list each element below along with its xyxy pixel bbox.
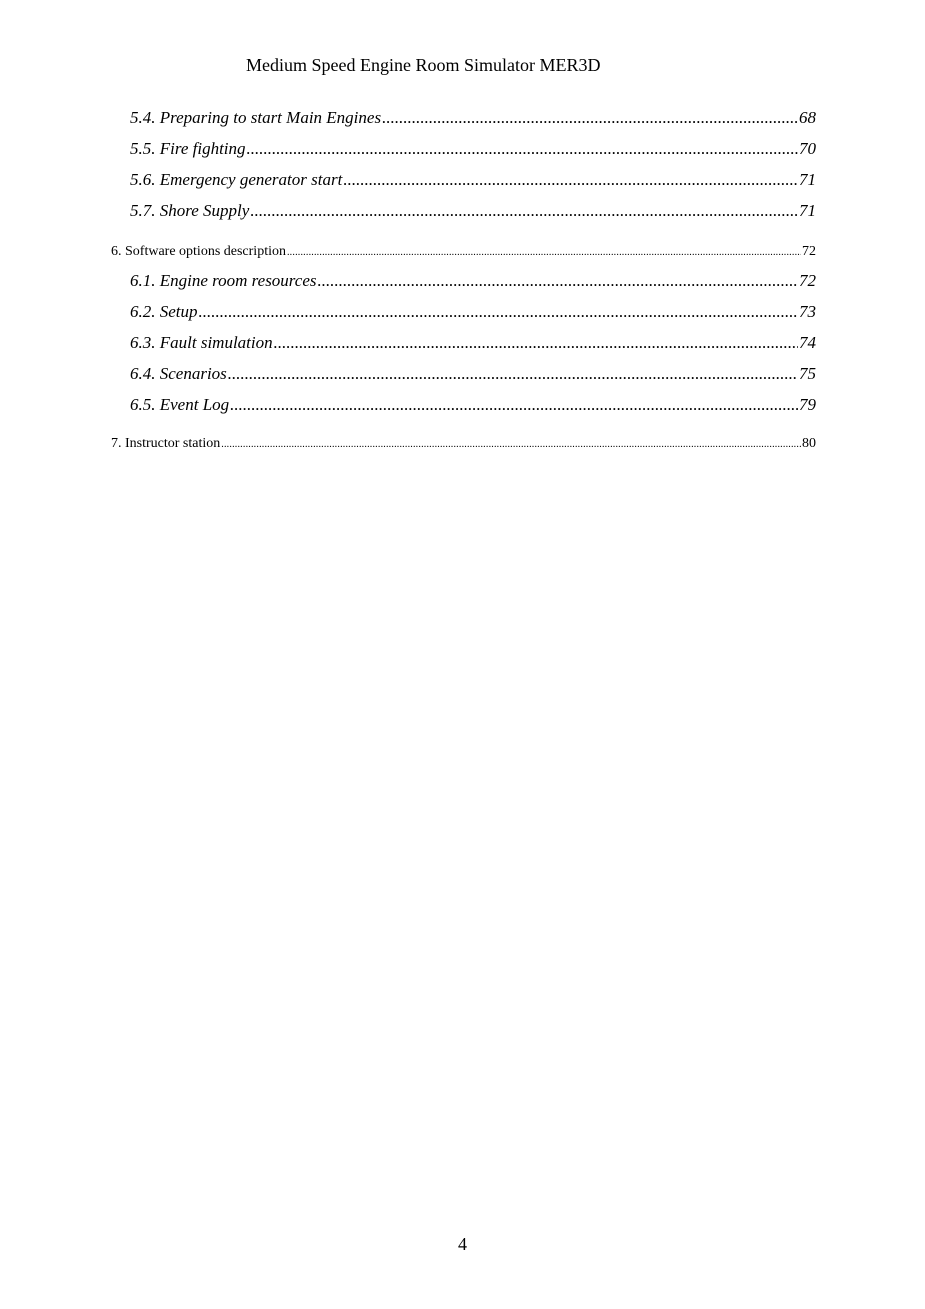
toc-entry-title: 6.5. Event Log — [130, 395, 230, 414]
toc-leader-dots — [318, 271, 798, 291]
toc-leader-dots — [274, 333, 798, 353]
toc-entry-page: 72 — [802, 244, 816, 259]
toc-entry-title: 6.1. Engine room resources — [130, 271, 317, 290]
toc-entry-5-6[interactable] — [130, 170, 816, 190]
toc-entry-7[interactable] — [111, 436, 816, 452]
toc-entry-page: 72 — [799, 271, 816, 290]
toc-entry-page: 75 — [799, 364, 816, 383]
toc-entry-title: 5.7. Shore Supply — [130, 201, 250, 220]
toc-entry-6-5[interactable] — [130, 395, 816, 415]
toc-entry-5-4[interactable] — [130, 108, 816, 128]
toc-entry-title: 5.5. Fire fighting — [130, 139, 246, 158]
toc-entry-6-4[interactable] — [130, 364, 816, 384]
toc-entry-page: 70 — [799, 139, 816, 158]
toc-entry-6-3[interactable] — [130, 333, 816, 353]
toc-entry-page: 71 — [799, 170, 816, 189]
toc-entry-page: 71 — [799, 201, 816, 220]
toc-entry-title: 7. Instructor station — [111, 436, 221, 451]
toc-entry-title: 5.6. Emergency generator start — [130, 170, 343, 189]
toc-entry-page: 79 — [799, 395, 816, 414]
toc-entry-page: 80 — [802, 436, 816, 451]
toc-entry-title: 5.4. Preparing to start Main Engines — [130, 108, 382, 127]
toc-entry-page: 74 — [799, 333, 816, 352]
toc-entry-title: 6.3. Fault simulation — [130, 333, 273, 352]
toc-leader-dots — [247, 139, 798, 159]
toc-entry-page: 73 — [799, 302, 816, 321]
toc-entry-6[interactable] — [111, 244, 816, 260]
toc-entry-6-1[interactable] — [130, 271, 816, 291]
toc-leader-dots — [382, 108, 798, 128]
toc-leader-dots — [343, 170, 798, 190]
page-number: 4 — [458, 1234, 467, 1254]
toc-leader-dots — [228, 364, 798, 384]
toc-entry-title: 6.2. Setup — [130, 302, 198, 321]
toc-entry-title: 6.4. Scenarios — [130, 364, 227, 383]
toc-leader-dots — [221, 439, 801, 450]
toc-leader-dots — [199, 302, 798, 322]
toc-entry-title: 6. Software options description — [111, 244, 286, 259]
toc-entry-page: 68 — [799, 108, 816, 127]
toc-leader-dots — [230, 395, 798, 415]
toc-entry-5-5[interactable] — [130, 139, 816, 159]
toc-leader-dots — [287, 247, 801, 258]
toc-leader-dots — [250, 201, 798, 221]
toc-entry-5-7[interactable] — [130, 201, 816, 221]
toc-entry-6-2[interactable] — [130, 302, 816, 322]
page-header-title: Medium Speed Engine Room Simulator MER3D — [246, 55, 601, 75]
